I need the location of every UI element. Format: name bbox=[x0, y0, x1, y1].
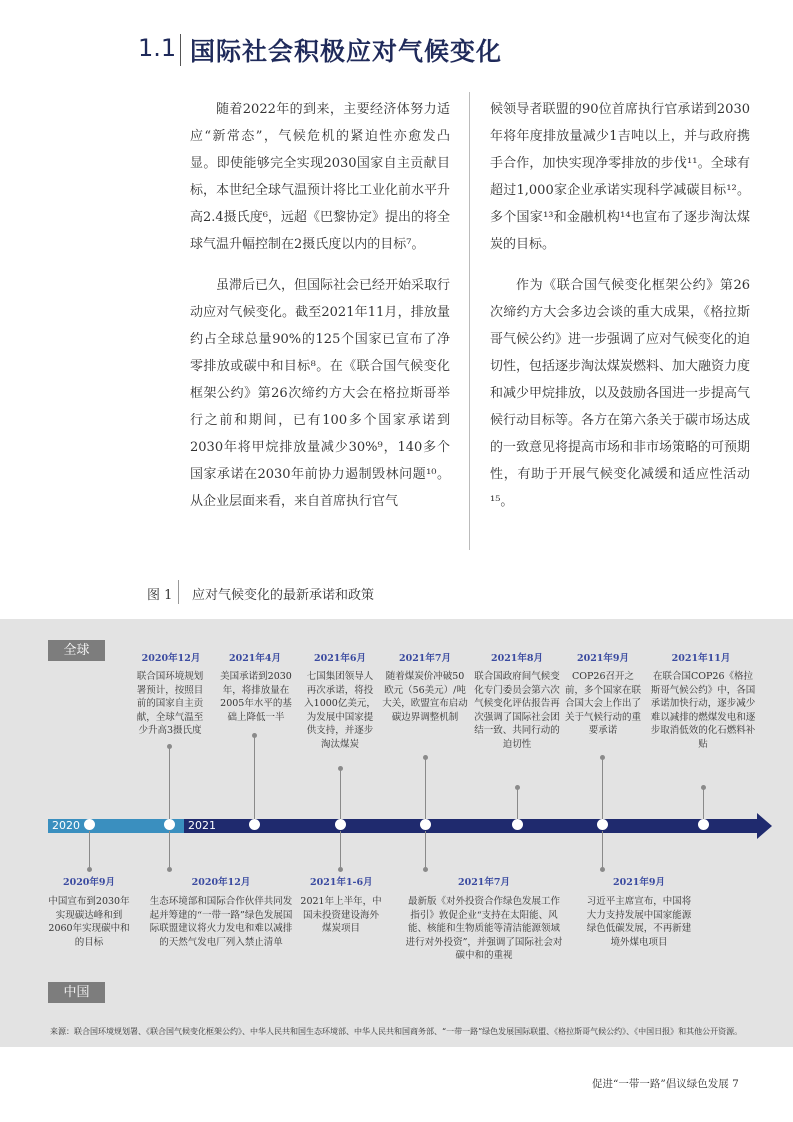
timeline-bar-2021 bbox=[184, 819, 758, 833]
arrow-right-icon bbox=[757, 813, 772, 839]
china-event-text: 生态环境部和国际合作伙伴共同发起并筹建的“一带一路”绿色发展国际联盟建议将火力发电和难以减排的天然气发电厂列入禁止清单 bbox=[149, 896, 293, 948]
timeline-stem bbox=[169, 746, 170, 821]
year-2020-label: 2020 bbox=[52, 819, 80, 832]
global-tag: 全球 bbox=[48, 640, 105, 661]
global-event-date: 2021年8月 bbox=[490, 653, 544, 664]
global-event-date: 2020年12月 bbox=[141, 653, 201, 664]
global-event-text: 联合国环境规划署预计，按照目前的国家自主贡献，全球气温至少升高3摄氏度 bbox=[136, 671, 204, 736]
timeline-stem bbox=[703, 787, 704, 821]
page-footer: 促进“一带一路”倡议绿色发展 7 bbox=[592, 1078, 739, 1090]
timeline-dot bbox=[512, 819, 523, 830]
china-event-text: 2021年上半年，中国未投资建设海外煤炭项目 bbox=[300, 896, 382, 934]
global-event-text: 随着煤炭价冲破50欧元（56美元）/吨大关，欧盟宣布启动碳边界调整机制 bbox=[382, 671, 468, 723]
right-paragraph-2: 作为《联合国气候变化框架公约》第26次缔约方大会多边会谈的重大成果，《格拉斯哥气候公约》进一步强调了应对气候变化的迫切性，包括逐步淘汰煤炭燃料、加大融资力度和减少甲烷排放，以及鼓励各国进一步提高气候行动目标等。各方在第六条关于碳市场达成的一致意见将提高市场和非市场策略的可预期性，有助于开展气候变化减缓和适应性活动¹⁵。 bbox=[490, 278, 751, 509]
figure-divider bbox=[178, 580, 179, 604]
timeline-stem bbox=[602, 831, 603, 869]
global-event-date: 2021年7月 bbox=[398, 653, 452, 664]
figure-title: 应对气候变化的最新承诺和政策 bbox=[192, 588, 375, 603]
timeline-stem bbox=[517, 787, 518, 821]
global-event-date: 2021年6月 bbox=[313, 653, 367, 664]
section-title: 国际社会积极应对气候变化 bbox=[190, 37, 503, 66]
column-divider bbox=[469, 92, 470, 550]
timeline-dot bbox=[597, 819, 608, 830]
timeline-knob bbox=[87, 867, 92, 872]
china-event-text: 最新版《对外投资合作绿色发展工作指引》敦促企业“支持在太阳能、风能、核能和生物质能等清洁能源领域进行对外投资”，并强调了国际社会对碳中和的重视 bbox=[405, 896, 563, 961]
global-event-date: 2021年4月 bbox=[228, 653, 282, 664]
timeline-stem bbox=[169, 831, 170, 869]
left-column bbox=[190, 96, 450, 529]
global-event-date: 2021年11月 bbox=[671, 653, 731, 664]
section-number: 1.1 bbox=[138, 34, 177, 62]
timeline-dot bbox=[164, 819, 175, 830]
timeline-stem bbox=[340, 768, 341, 821]
china-event-text: 习近平主席宣布，中国将大力支持发展中国家能源绿色低碳发展，不再新建境外煤电项目 bbox=[586, 896, 692, 948]
global-event-text: COP26召开之前，多个国家在联合国大会上作出了关于气候行动的重要承诺 bbox=[564, 671, 641, 736]
global-event-text: 七国集团领导人再次承诺，将投入1000亿美元，为发展中国家提供支持，并逐步淘汰煤炭 bbox=[304, 671, 376, 750]
global-event-text: 联合国政府间气候变化专门委员会第六次气候变化评估报告再次强调了国际社会团结一致、共同行动的迫切性 bbox=[474, 671, 560, 750]
timeline-stem bbox=[89, 831, 90, 869]
china-event-text: 中国宣布到2030年实现碳达峰和到2060年实现碳中和的目标 bbox=[48, 896, 130, 948]
timeline-stem bbox=[425, 757, 426, 821]
china-event-date: 2020年9月 bbox=[62, 877, 116, 888]
timeline-dot bbox=[698, 819, 709, 830]
global-event-date: 2021年9月 bbox=[576, 653, 630, 664]
right-column bbox=[490, 96, 750, 529]
timeline-knob bbox=[338, 867, 343, 872]
left-paragraph-2: 虽滞后已久，但国际社会已经开始采取行动应对气候变化。截至2021年11月，排放量约占全球总量90%的125个国家已宣布了净零排放或碳中和目标⁸。在《联合国气候变化框架公约》第26次缔约方大会在格拉斯哥举行之前和期间，已有100多个国家承诺到2030年将甲烷排放量减少30%⁹，140多个国家承诺在2030年前协力遏制毁林问题¹⁰。从企业层面来看，来自首席执行官气 bbox=[190, 278, 451, 509]
timeline-dot bbox=[249, 819, 260, 830]
timeline-dot bbox=[84, 819, 95, 830]
china-event-date: 2021年9月 bbox=[612, 877, 666, 888]
timeline-stem bbox=[602, 757, 603, 821]
source-note: 来源：联合国环境规划署、《联合国气候变化框架公约》、中华人民共和国生态环境部、中华人民共和国商务部、“一带一路”绿色发展国际联盟、《格拉斯哥气候公约》、《中国日报》和其他公开资源。 bbox=[50, 1027, 743, 1036]
figure-label: 图 1 bbox=[147, 588, 173, 603]
left-paragraph-1: 随着2022年的到来，主要经济体努力适应“新常态”，气候危机的紧迫性亦愈发凸显。即使能够完全实现2030国家自主贡献目标，本世纪全球气温预计将比工业化前水平升高2.4摄氏度⁶，远超《巴黎协定》提出的将全球气温升幅控制在2摄氏度以内的目标⁷。 bbox=[190, 102, 451, 252]
right-paragraph-1: 候领导者联盟的90位首席执行官承诺到2030年将年度排放量减少1吉吨以上，并与政府携手合作，加快实现净零排放的步伐¹¹。全球有超过1,000家企业承诺实现科学减碳目标¹²。多个国家¹³和金融机构¹⁴也宣布了逐步淘汰煤炭的目标。 bbox=[490, 102, 750, 252]
timeline-stem bbox=[425, 831, 426, 869]
timeline-dot bbox=[420, 819, 431, 830]
timeline-stem bbox=[254, 735, 255, 821]
china-event-date: 2020年12月 bbox=[191, 877, 251, 888]
china-event-date: 2021年7月 bbox=[457, 877, 511, 888]
global-event-text: 在联合国COP26《格拉斯哥气候公约》中，各国承诺加快行动，逐步减少难以减排的燃煤发电和逐步取消低效的化石燃料补贴 bbox=[650, 671, 756, 750]
year-2021-label: 2021 bbox=[188, 819, 216, 832]
global-event-text: 美国承诺到2030年，将排放量在2005年水平的基础上降低一半 bbox=[220, 671, 292, 723]
china-event-date: 2021年1-6月 bbox=[310, 877, 373, 888]
timeline-knob bbox=[600, 867, 605, 872]
timeline-knob bbox=[167, 867, 172, 872]
timeline-knob bbox=[423, 867, 428, 872]
timeline-stem bbox=[340, 831, 341, 869]
section-divider bbox=[180, 34, 181, 66]
china-tag: 中国 bbox=[48, 982, 105, 1003]
timeline-dot bbox=[335, 819, 346, 830]
